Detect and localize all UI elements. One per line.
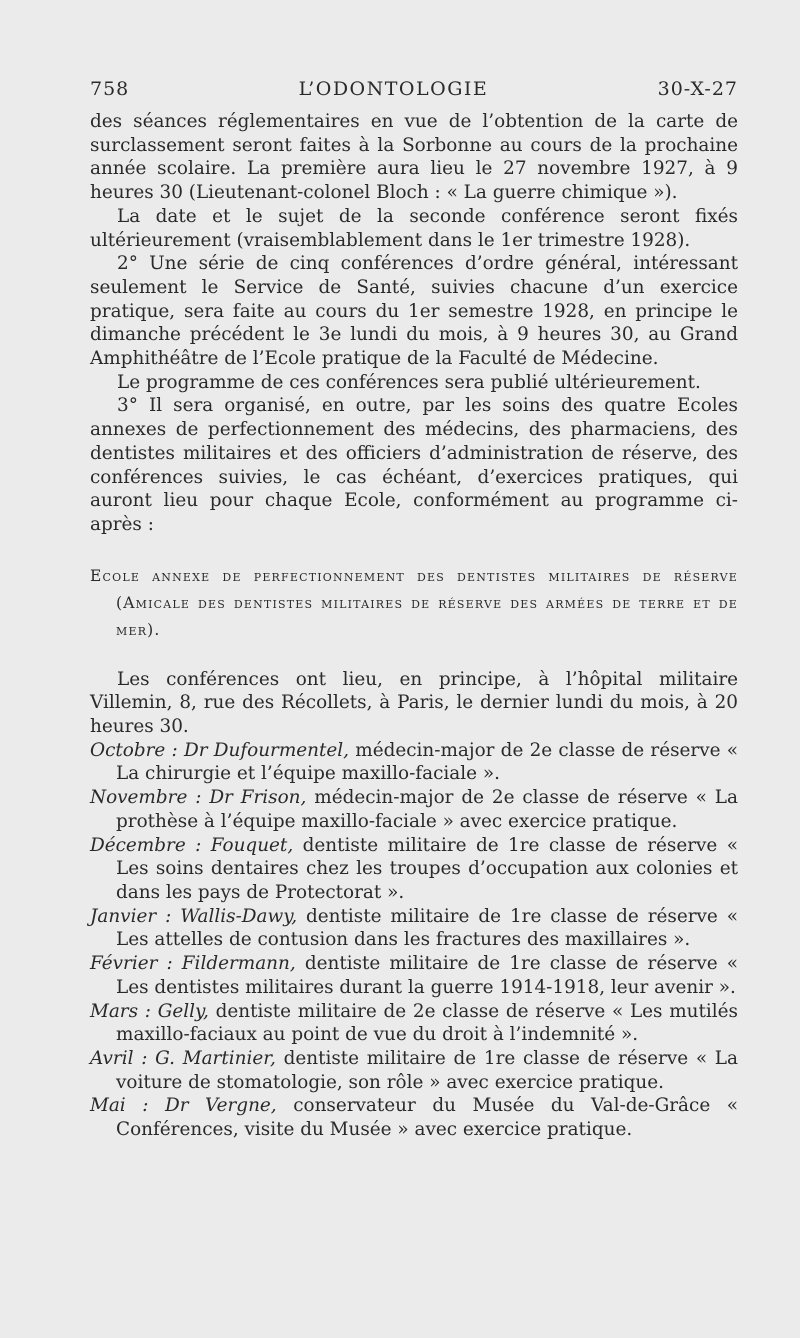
entry-details: conservateur du Musée du Val-de-Grâce « Conférences, visite du Musée » avec exercice pratique. (116, 1095, 738, 1141)
entry-speaker: G. Martinier, (155, 1047, 276, 1069)
entry-speaker: Dr Vergne, (164, 1095, 277, 1117)
conference-entry (90, 952, 738, 999)
journal-title: L’ODONTOLOGIE (298, 78, 489, 100)
paragraph: 3° Il sera organisé, en outre, par les soins des quatre Ecoles annexes de perfectionnement des médecins, des pharmaciens, des dentistes militaires et des officiers d’administration de réserve, des conférences suivies, le cas échéant, d’exercices pratiques, qui auront lieu pour chaque Ecole, conformément au programme ci-après : (90, 395, 738, 535)
entry-details: dentiste militaire de 1re classe de réserve « Les attelles de contusion dans les fractures des maxillaires ». (116, 905, 738, 951)
issue-date: 30-X-27 (657, 78, 738, 100)
entry-details: médecin-major de 2e classe de réserve « La chirurgie et l’équipe maxillo-faciale ». (116, 739, 738, 785)
entry-month: Mai : (90, 1095, 149, 1117)
paragraph: 2° Une série de cinq conférences d’ordre général, intéressant seulement le Service de Santé, suivies chacune d’un exercice pratique, sera faite au cours du 1er semestre 1928, en principe le dimanche précédent le 3e lundi du mois, à 9 heures 30, au Grand Amphithéâtre de l’Ecole pratique de la Faculté de Médecine. (90, 253, 738, 370)
entry-month: Novembre : (90, 787, 202, 809)
entry-details: dentiste militaire de 2e classe de réserve « Les mutilés maxillo-faciaux au point de vue du droit à l’indemnité ». (116, 1000, 738, 1046)
entry-speaker: Dr Dufourmentel, (183, 739, 350, 761)
page-number: 758 (90, 78, 130, 100)
conference-entry (90, 786, 738, 833)
entry-month: Mars : (90, 1000, 151, 1022)
conference-entry (90, 1000, 738, 1047)
entry-details: dentiste militaire de 1re classe de réserve « Les soins dentaires chez les troupes d’occupation aux colonies et dans les pays de Protectorat ». (116, 834, 738, 903)
intro-paragraph: Les conférences ont lieu, en principe, à l’hôpital militaire Villemin, 8, rue des Récollets, à Paris, le dernier lundi du mois, à 20 heures 30. (90, 668, 738, 738)
entry-month: Février : (90, 953, 173, 975)
entry-month: Avril : (90, 1047, 148, 1069)
entry-speaker: Dr Frison, (209, 787, 307, 809)
paragraph: La date et le sujet de la seconde conférence seront fixés ultérieurement (vraisemblablement dans le 1er trimestre 1928). (90, 205, 738, 251)
entry-month: Janvier : (90, 905, 172, 927)
conference-list (90, 739, 738, 1142)
article-body (90, 110, 738, 1142)
section-heading: Ecole annexe de perfectionnement des dentistes militaires de réserve (Amicale des dentistes militaires de réserve des armées de terre et de mer). (90, 566, 738, 639)
page-header (90, 78, 738, 100)
entry-speaker: Fildermann, (181, 953, 296, 975)
conference-entry (90, 1047, 738, 1094)
entry-month: Octobre : (90, 739, 178, 761)
entry-details: médecin-major de 2e classe de réserve « La prothèse à l’équipe maxillo-faciale » avec exercice pratique. (116, 787, 738, 832)
entry-speaker: Gelly, (157, 1000, 209, 1022)
entry-details: dentiste militaire de 1re classe de réserve « Les dentistes militaires durant la guerre 1914-1918, leur avenir ». (116, 953, 738, 998)
paragraph: des séances réglementaires en vue de l’obtention de la carte de surclassement seront faites à la Sorbonne au cours de la prochaine année scolaire. La première aura lieu le 27 novembre 1927, à 9 heures 30 (Lieutenant-colonel Bloch : « La guerre chimique »). (90, 111, 738, 204)
conference-entry (90, 905, 738, 952)
conference-entry (90, 739, 738, 786)
entry-speaker: Wallis-Dawy, (180, 905, 298, 927)
entry-speaker: Fouquet, (210, 834, 294, 856)
entry-month: Décembre : (90, 834, 202, 856)
conference-entry (90, 1094, 738, 1141)
entry-details: dentiste militaire de 1re classe de réserve « La voiture de stomatologie, son rôle » avec exercice pratique. (116, 1047, 738, 1093)
paragraph: Le programme de ces conférences sera publié ultérieurement. (117, 371, 701, 393)
conference-entry (90, 834, 738, 905)
